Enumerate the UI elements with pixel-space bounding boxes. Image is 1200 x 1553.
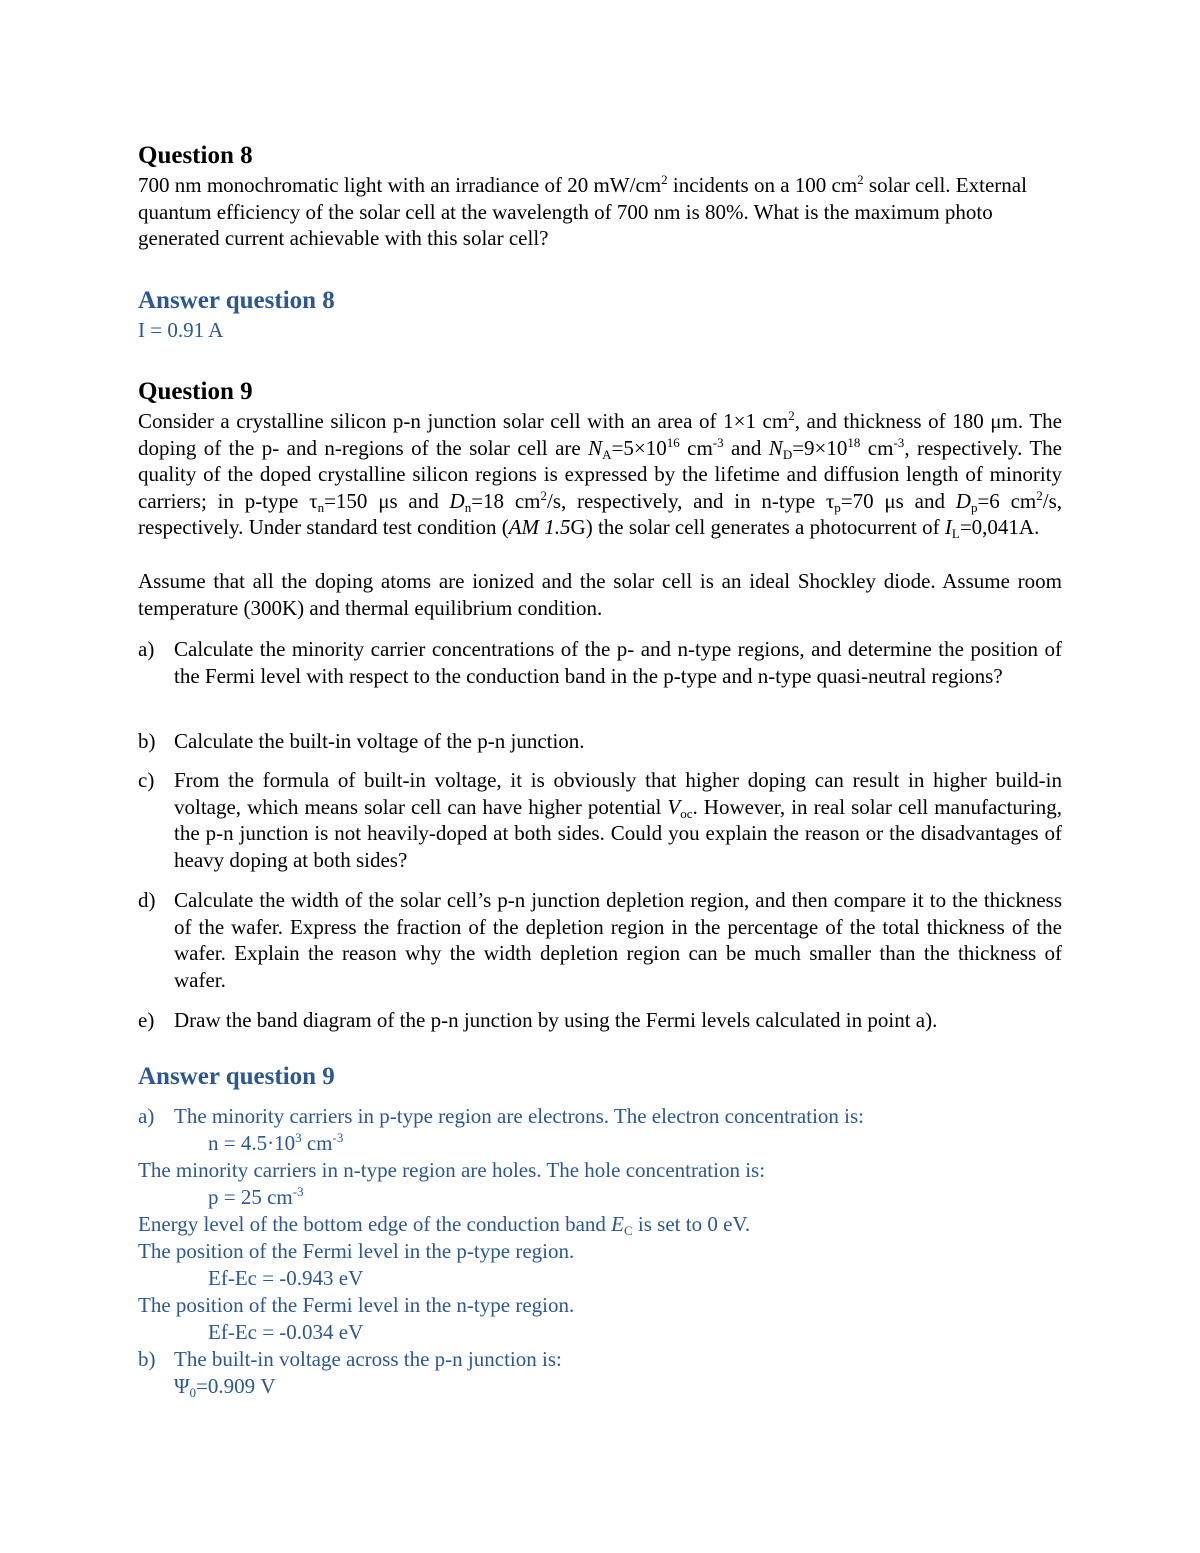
fermi-p-value: Ef-Ec = -0.943 eV [208, 1266, 364, 1290]
conduction-band-text: Energy level of the bottom edge of the conduction band $E_C$ is set to 0 eV. [138, 1212, 751, 1238]
question-9-item-a [138, 636, 1062, 689]
item-text: Calculate the width of the solar cell’s p-n junction depletion region, and then compare it to the thickness of the wafer. Express the fraction of the depletion region in the percentage of the total thickness of the wafer. Explain the reason why the width depletion region can be much smaller than the thickness of wafer. [174, 888, 1062, 992]
answer-9-item-a [138, 1103, 1062, 1130]
item-label: d) [138, 888, 156, 912]
fermi-p-text: The position of the Fermi level in the p-type region. [138, 1239, 575, 1263]
answer-9-item-b [138, 1346, 1062, 1373]
item-text: The built-in voltage across the p-n junction is: [174, 1347, 562, 1371]
item-label: a) [138, 1104, 155, 1128]
answer-8-heading: Answer question 8 [138, 287, 335, 314]
question-8-text: 700 nm monochromatic light with an irradiance of 20 $mW/cm^2$ incidents on a 100 $cm^2$ solar cell. External quantum efficiency of the solar cell at the wavelength of 700 nm is 80%. What is the maximum photo generated current achievable with this solar cell? [138, 172, 1027, 250]
question-9-intro: Consider a crystalline silicon p-n junction solar cell with an area of 1×1 $cm^2$, and thickness of 180 μm. The doping of the p- and n-regions of the solar cell are $N_A=5\times 10^{16}$ $cm^{-3}$ and $N_D=9\times 10^{18}$ $cm^{-3}$, respectively. The quality of the doped crystalline silicon regions is expressed by the lifetime and diffusion length of minority carriers; in p-type $\tau_n=150$ μs and $D_n=18$ $cm^2/s$, respectively, and in n-type $\tau_p=70$ μs and $D_p=6$ $cm^2/s$, respectively. Under standard test condition (AM 1.5G) the solar cell generates a photocurrent of $I_L=0,041A$. [138, 408, 1063, 541]
question-9-item-c [138, 767, 1062, 873]
item-text: From the formula of built-in voltage, it is obviously that higher doping can result in higher build-in voltage, which means solar cell can have higher potential $V_{oc}$. However, in real solar cell manufacturing, the p-n junction is not heavily-doped at both sides. Could you explain the reason or the disadvantages of heavy doping at both sides? [174, 768, 1062, 872]
item-text: Calculate the minority carrier concentrations of the p- and n-type regions, and determine the position of the Fermi level with respect to the conduction band in the p-type and n-type quasi-neutral regions? [174, 637, 1062, 688]
hole-concentration: p = 25 $cm^{-3}$ [208, 1184, 304, 1209]
item-label: a) [138, 637, 155, 661]
item-label: b) [138, 1347, 156, 1371]
question-8-heading: Question 8 [138, 142, 253, 169]
item-label: e) [138, 1008, 155, 1032]
question-9-item-e [138, 1007, 1062, 1034]
question-9-item-d [138, 887, 1062, 993]
question-9-heading: Question 9 [138, 378, 253, 405]
fermi-n-text: The position of the Fermi level in the n-type region. [138, 1293, 575, 1317]
item-text: The minority carriers in p-type region are electrons. The electron concentration is: [174, 1104, 865, 1128]
answer-9-heading: Answer question 9 [138, 1063, 335, 1090]
question-9-item-b [138, 728, 1062, 755]
holes-text: The minority carriers in n-type region are holes. The hole concentration is: [138, 1158, 766, 1182]
item-text: Calculate the built-in voltage of the p-n junction. [174, 729, 585, 753]
item-label: b) [138, 729, 156, 753]
electron-concentration: $n = 4.5\cdot 10^3$ $cm^{-3}$ [208, 1130, 344, 1155]
item-text: Draw the band diagram of the p-n junction by using the Fermi levels calculated in point a). [174, 1008, 938, 1032]
fermi-n-value: Ef-Ec = -0.034 eV [208, 1320, 364, 1344]
answer-8-text: I = 0.91 A [138, 318, 224, 342]
built-in-voltage-value: $\Psi_0=0.909$ V [174, 1374, 276, 1400]
question-9-assumptions: Assume that all the doping atoms are ionized and the solar cell is an ideal Shockley diode. Assume room temperature (300K) and thermal equilibrium condition. [138, 569, 1062, 620]
item-label: c) [138, 768, 155, 792]
